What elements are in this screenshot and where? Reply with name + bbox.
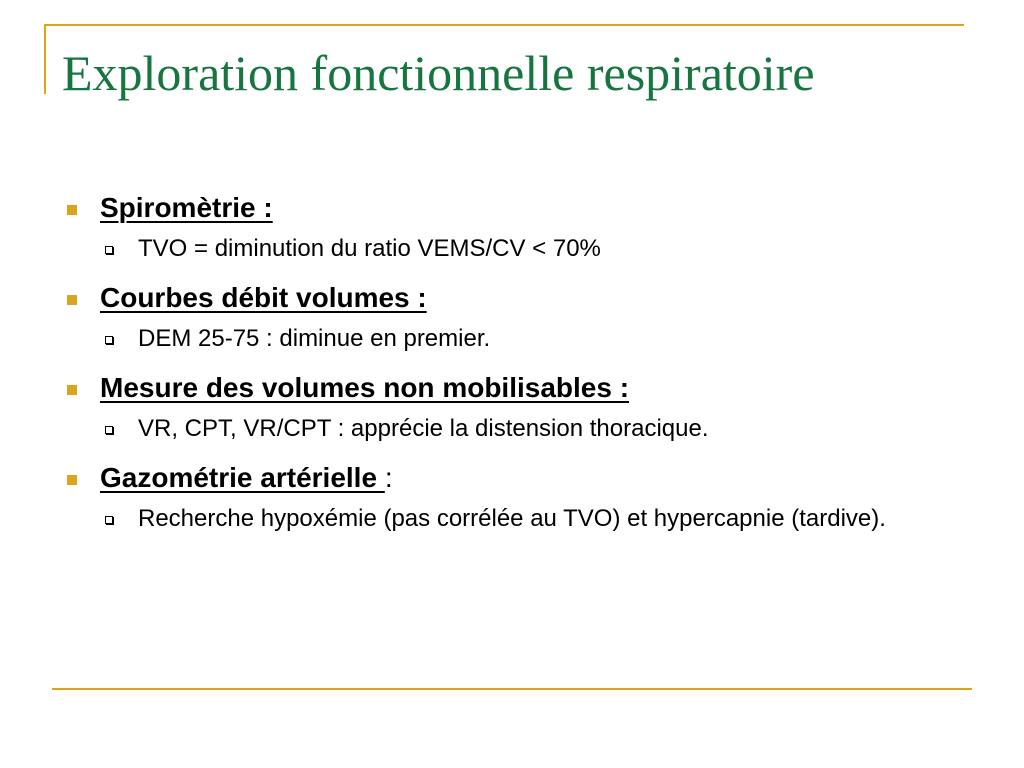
square-bullet-icon [67,385,77,395]
square-bullet-icon [67,295,77,305]
slide-content [62,186,962,546]
sub-bullet-gazometrie [62,500,962,538]
bullet-label: Gazométrie artérielle [100,462,385,493]
bullet-gazometrie [62,456,962,500]
frame-bottom-line [52,688,972,690]
sub-bullet-spirometrie [62,230,962,268]
slide-title: Exploration fonctionnelle respiratoire [62,45,815,101]
square-bullet-icon [67,475,77,485]
bullet-label: Mesure des volumes non mobilisables : [100,372,630,403]
frame-left-line [44,24,46,94]
bullet-label: Courbes débit volumes : [100,282,427,313]
hollow-square-bullet-icon [105,336,113,344]
sub-bullet-text: Recherche hypoxémie (pas corrélée au TVO) et hypercapnie (tardive). [138,505,886,532]
frame-top-line [44,24,964,26]
sub-bullet-courbes [62,320,962,358]
sub-bullet-text: TVO = diminution du ratio VEMS/CV < 70% [138,235,601,262]
bullet-label: Spiromètrie : [100,192,273,223]
hollow-square-bullet-icon [105,426,113,434]
bullet-spirometrie [62,186,962,230]
sub-bullet-text: DEM 25-75 : diminue en premier. [138,325,491,352]
sub-bullet-mesure [62,410,962,448]
square-bullet-icon [67,205,77,215]
bullet-mesure-volumes [62,366,962,410]
bullet-suffix: : [384,462,393,493]
bullet-courbes-debit-volumes [62,276,962,320]
sub-bullet-text: VR, CPT, VR/CPT : apprécie la distension thoracique. [138,415,709,442]
hollow-square-bullet-icon [105,516,113,524]
hollow-square-bullet-icon [105,246,113,254]
